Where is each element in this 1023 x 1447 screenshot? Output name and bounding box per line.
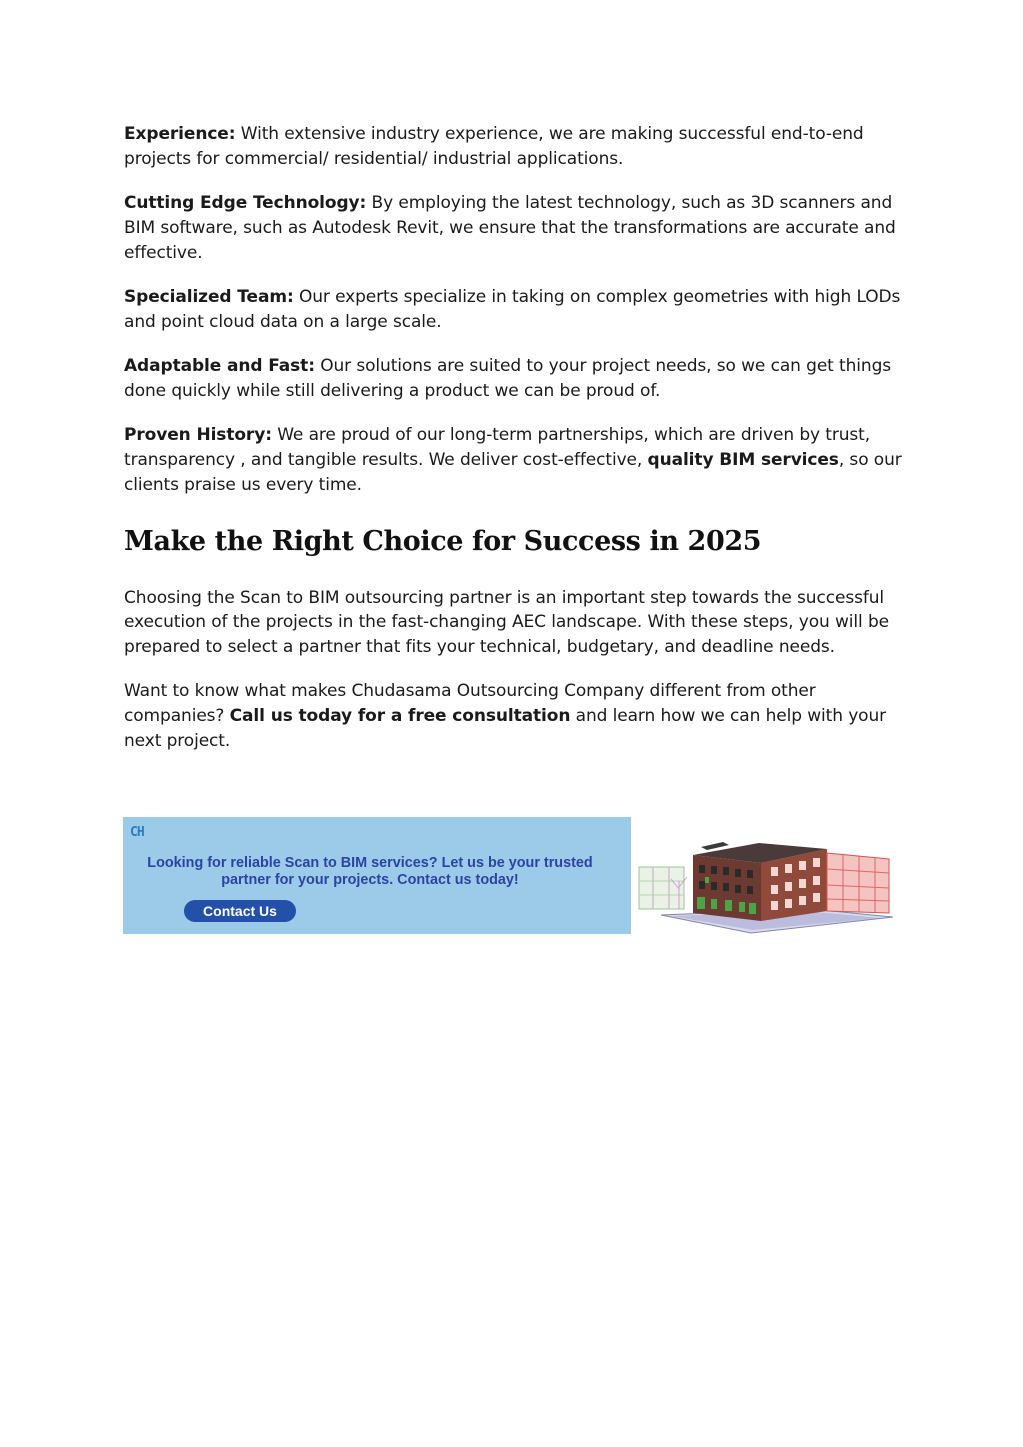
team-label: Specialized Team: xyxy=(124,286,294,307)
banner-line-1: Looking for reliable Scan to BIM services? Let us be your trusted xyxy=(147,855,593,871)
section-heading: Make the Right Choice for Success in 2025 xyxy=(124,525,762,557)
experience-text: With extensive industry experience, we are making successful end-to-end projects for commercial/ residential/ industrial applications. xyxy=(124,124,864,169)
history-text-before: We are proud of our long-term partnerships, which are driven by trust, transparency , and tangible results. We deliver cost-effective, xyxy=(124,425,871,470)
free-consultation-link[interactable]: Call us today for a free consultation xyxy=(229,706,571,727)
experience-paragraph xyxy=(124,122,914,172)
technology-label: Cutting Edge Technology: xyxy=(124,193,367,214)
banner-message xyxy=(123,855,617,889)
building-3d-illustration xyxy=(631,817,900,934)
building-model-image xyxy=(631,817,900,934)
banner-text-panel xyxy=(123,817,631,934)
company-logo: CH xyxy=(130,825,144,840)
history-text-after: , so our clients praise us every time. xyxy=(124,449,902,495)
team-text: Our experts specialize in taking on complex geometries with high LODs and point cloud data on a large scale. xyxy=(124,286,901,332)
technology-paragraph xyxy=(124,191,914,265)
document-body xyxy=(124,122,914,773)
cta-paragraph xyxy=(124,679,914,753)
banner-line-2: partner for your projects. Contact us today! xyxy=(221,872,519,888)
adaptable-text: Our solutions are suited to your project needs, so we can get things done quickly while still delivering a product we can be proud of. xyxy=(124,356,892,401)
experience-label: Experience: xyxy=(124,124,236,144)
promo-banner[interactable] xyxy=(123,817,900,934)
choosing-paragraph: Choosing the Scan to BIM outsourcing partner is an important step towards the successful execution of the projects in the fast-changing AEC landscape. With these steps, you will be prepared to select a partner that fits your technical, budgetary, and deadline needs. xyxy=(124,587,890,658)
contact-us-button[interactable]: Contact Us xyxy=(184,900,296,922)
quality-bim-services-link[interactable]: quality BIM services xyxy=(647,449,839,470)
adaptable-label: Adaptable and Fast: xyxy=(124,356,315,377)
technology-text: By employing the latest technology, such as 3D scanners and BIM software, such as Autodesk Revit, we ensure that the transformations are accurate and effective. xyxy=(124,193,896,263)
team-paragraph xyxy=(124,285,914,335)
adaptable-paragraph xyxy=(124,354,914,404)
history-paragraph xyxy=(124,423,914,497)
cta-text-after: and learn how we can help with your next project. xyxy=(124,706,887,752)
history-label: Proven History: xyxy=(124,425,272,446)
cta-text-before: Want to know what makes Chudasama Outsourcing Company different from other companies? xyxy=(124,681,816,727)
